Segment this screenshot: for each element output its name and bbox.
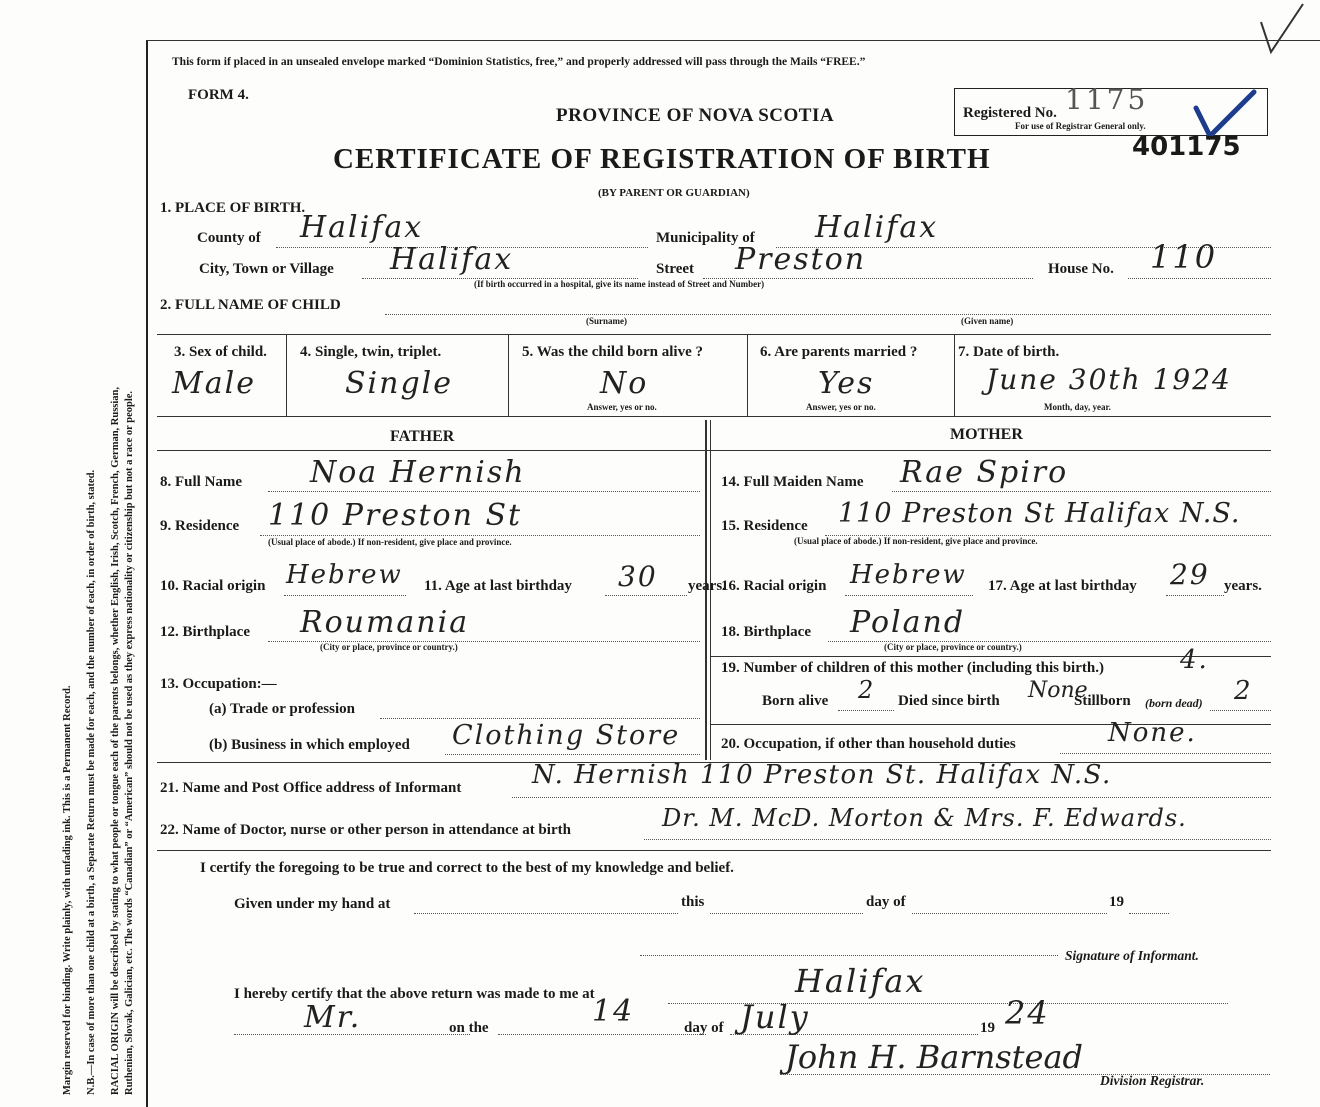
city-label: City, Town or Village <box>199 261 334 277</box>
mother-residence-label: 15. Residence <box>721 518 808 534</box>
mother-heading: MOTHER <box>950 426 1023 443</box>
registered-label: Registered No. <box>963 105 1057 121</box>
house-line <box>1128 278 1271 279</box>
place-section-label: 1. PLACE OF BIRTH. <box>160 200 306 216</box>
sex-value: Male <box>172 366 256 401</box>
married-note: Answer, yes or no. <box>806 402 876 412</box>
business-value: Clothing Store <box>452 720 681 751</box>
father-years: years. <box>688 578 726 594</box>
dob-label: 7. Date of birth. <box>958 344 1060 360</box>
born-alive-note: Answer, yes or no. <box>587 402 657 412</box>
informant-signature-label: Signature of Informant. <box>1065 948 1199 963</box>
father-residence-label: 9. Residence <box>160 518 240 534</box>
mother-birthplace-label: 18. Birthplace <box>721 624 811 640</box>
municipality-label: Municipality of <box>656 230 755 246</box>
father-heading: FATHER <box>390 428 455 445</box>
mother-name-value: Rae Spiro <box>900 455 1069 490</box>
plurality-value: Single <box>345 366 454 401</box>
plurality-label: 4. Single, twin, triplet. <box>300 344 442 360</box>
father-birthplace-note: (City or place, province or country.) <box>320 642 458 652</box>
house-value: 110 <box>1150 238 1218 276</box>
municipality-value: Halifax <box>815 210 939 245</box>
form-left-border <box>146 40 148 1107</box>
day-of-label: day of <box>866 894 906 910</box>
stillborn-value: 2 <box>1234 676 1253 706</box>
table-bottom-rule <box>157 416 1271 417</box>
registrar-signature: John H. Barnstead <box>785 1038 1084 1076</box>
mail-notice: This form if placed in an unsealed envelope marked “Dominion Statistics, free,” and properly addressed will pass through the Mails “FREE.” <box>172 56 866 68</box>
mother-abode-note: (Usual place of abode.) If non-resident, give place and province. <box>794 536 1038 546</box>
married-value: Yes <box>818 366 875 401</box>
informant-label: 21. Name and Post Office address of Informant <box>160 780 462 796</box>
father-race-value: Hebrew <box>286 560 403 590</box>
parents-rule <box>157 450 1271 451</box>
mother-race-label: 16. Racial origin <box>721 578 827 594</box>
children-count-label: 19. Number of children of this mother (including this birth.) <box>721 660 1104 676</box>
surname-note: (Surname) <box>586 316 627 326</box>
sex-label: 3. Sex of child. <box>174 344 267 360</box>
father-name-value: Noa Hernish <box>310 455 526 490</box>
dob-value: June 30th 1924 <box>986 363 1232 396</box>
father-residence-value: 110 Preston St <box>268 498 523 533</box>
registrar-statement: I hereby certify that the above return was made to me at <box>234 986 595 1002</box>
mother-birthplace-note: (City or place, province or country.) <box>884 642 1022 652</box>
stillborn-note: (born dead) <box>1145 696 1203 710</box>
father-age-label: 11. Age at last birthday <box>424 578 572 594</box>
street-label: Street <box>656 261 695 277</box>
street-value: Preston <box>735 242 867 277</box>
mother-residence-value: 110 Preston St Halifax N.S. <box>838 498 1241 529</box>
father-name-label: 8. Full Name <box>160 474 243 490</box>
province-heading: PROVINCE OF NOVA SCOTIA <box>556 105 835 126</box>
mother-occupation-label: 20. Occupation, if other than household duties <box>721 736 1016 752</box>
table-top-rule <box>157 334 1271 335</box>
registrar-day-of-label: day of <box>684 1020 724 1036</box>
mother-age-label: 17. Age at last birthday <box>988 578 1137 594</box>
registrar-month: July <box>740 998 810 1036</box>
margin-note-2: N.B.—In case of more than one child at a birth, a Separate Return must be made for each, and the number of each, in order of birth, stated. <box>86 469 97 1095</box>
born-alive-value: No <box>600 366 649 401</box>
form-number: FORM 4. <box>188 87 249 103</box>
informant-value: N. Hernish 110 Preston St. Halifax N.S. <box>532 760 1112 790</box>
given-name-note: (Given name) <box>961 316 1014 326</box>
registered-value: 1175 <box>1065 83 1149 116</box>
county-value: Halifax <box>300 210 424 245</box>
father-birthplace-label: 12. Birthplace <box>160 624 250 640</box>
died-value: None <box>1028 678 1088 703</box>
mother-race-value: Hebrew <box>850 560 967 590</box>
registrar-note: For use of Registrar General only. <box>1015 121 1146 131</box>
stillborn-label: Stillborn <box>1074 693 1131 709</box>
given-under-label: Given under my hand at <box>234 896 391 912</box>
born-alive-count-value: 2 <box>858 676 876 704</box>
registrar-line2-value: Mr. <box>304 1000 362 1035</box>
child-name-label: 2. FULL NAME OF CHILD <box>160 297 341 313</box>
margin-note-4: Ruthenian, Slovak, Galician, etc. The words “Canadian” or “American” should not be used as they express nationality or citizenship but not a race or people. <box>124 390 135 1095</box>
hospital-note: (If birth occurred in a hospital, give its name instead of Street and Number) <box>474 279 765 289</box>
father-age-value: 30 <box>618 560 658 593</box>
father-race-label: 10. Racial origin <box>160 578 266 594</box>
mother-years: years. <box>1224 578 1262 594</box>
form-top-border <box>146 40 1320 41</box>
registrar-year: 24 <box>1005 994 1050 1032</box>
children-count-value: 4. <box>1180 645 1209 675</box>
mother-age-value: 29 <box>1170 558 1210 591</box>
page-subtitle: (BY PARENT OR GUARDIAN) <box>598 187 750 199</box>
division-registrar-label: Division Registrar. <box>1100 1073 1205 1088</box>
married-label: 6. Are parents married ? <box>760 344 918 360</box>
registrar-year-prefix: 19 <box>980 1020 995 1036</box>
page-title: CERTIFICATE OF REGISTRATION OF BIRTH <box>333 143 991 175</box>
margin-note-3: RACIAL ORIGIN will be described by stating to what people or tongue each of the parents belongs, whether English, Irish, Scotch, French, German, Russian, <box>110 386 121 1095</box>
registrar-place: Halifax <box>795 962 926 1000</box>
city-value: Halifax <box>390 242 514 277</box>
on-the-label: on the <box>449 1020 489 1036</box>
born-alive-count-label: Born alive <box>762 693 829 709</box>
father-occupation-label: 13. Occupation:— <box>160 676 277 692</box>
doctor-label: 22. Name of Doctor, nurse or other person in attendance at birth <box>160 822 571 838</box>
doctor-value: Dr. M. McD. Morton & Mrs. F. Edwards. <box>662 804 1187 832</box>
business-label: (b) Business in which employed <box>209 737 410 753</box>
mother-birthplace-value: Poland <box>850 605 966 640</box>
mother-occupation-value: None. <box>1108 718 1197 748</box>
born-alive-label: 5. Was the child born alive ? <box>522 344 703 360</box>
house-label: House No. <box>1048 261 1114 277</box>
stamped-number: 401175 <box>1132 132 1241 162</box>
county-label: County of <box>197 230 261 246</box>
registrar-day: 14 <box>592 994 635 1029</box>
father-abode-note: (Usual place of abode.) If non-resident, give place and province. <box>268 537 512 547</box>
child-name-line <box>385 314 1271 315</box>
trade-label: (a) Trade or profession <box>209 701 355 717</box>
check-mark-icon <box>1255 0 1310 60</box>
father-birthplace-value: Roumania <box>300 605 470 640</box>
mother-name-label: 14. Full Maiden Name <box>721 474 864 490</box>
margin-note-1: Margin reserved for binding. Write plainly, with unfading ink. This is a Permanent Record. <box>62 685 73 1095</box>
died-label: Died since birth <box>898 693 1000 709</box>
certify-statement: I certify the foregoing to be true and correct to the best of my knowledge and belief. <box>200 860 734 876</box>
dob-note: Month, day, year. <box>1044 402 1111 412</box>
given-year-prefix: 19 <box>1109 894 1124 910</box>
this-label: this <box>681 894 705 910</box>
